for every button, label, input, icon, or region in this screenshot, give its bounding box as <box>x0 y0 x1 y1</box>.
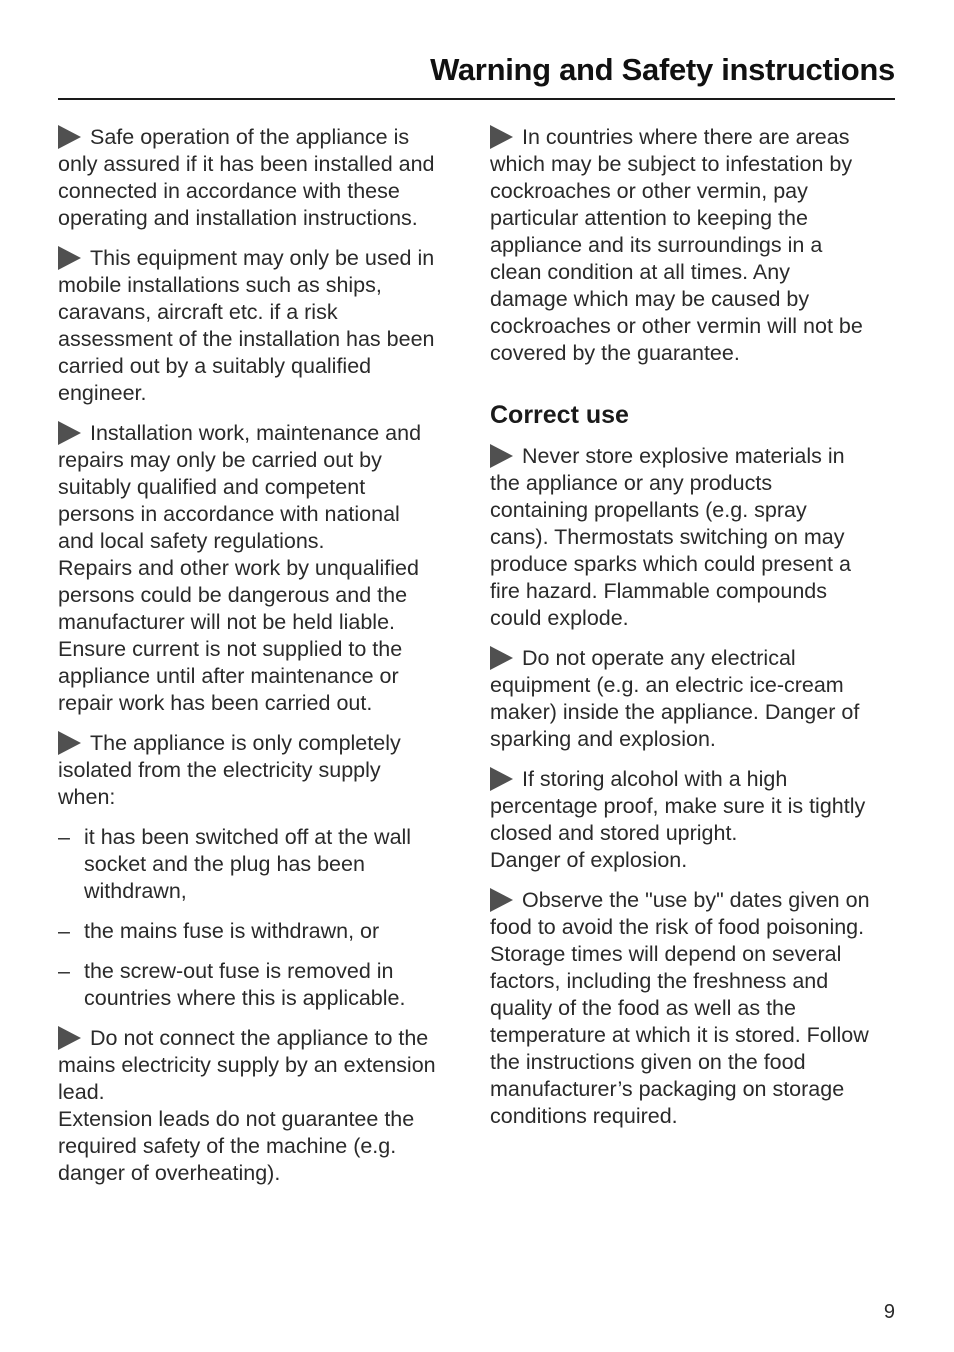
text-line-content: carried out by a suitably qualified <box>58 354 372 378</box>
text-line-content: socket and the plug has been <box>84 852 365 876</box>
text-line <box>490 672 900 699</box>
text-line-content: which may be subject to infestation by <box>490 152 853 176</box>
text-line <box>490 259 900 286</box>
text-line <box>58 1025 468 1052</box>
text-line <box>490 205 900 232</box>
right-triangle-arrow-icon <box>490 888 513 912</box>
text-line <box>490 645 900 672</box>
text-line-content: The appliance is only completely <box>90 731 401 755</box>
text-line-content: particular attention to keeping the <box>490 206 808 230</box>
text-line-content: danger of overheating). <box>58 1161 281 1185</box>
text-line <box>58 245 468 272</box>
text-line <box>58 730 468 757</box>
text-line-content: containing propellants (e.g. spray <box>490 498 807 522</box>
text-line <box>490 340 900 367</box>
text-line <box>58 1106 468 1133</box>
text-line <box>490 887 900 914</box>
text-line-content: manufacturer will not be held liable. <box>58 610 396 634</box>
right-triangle-arrow-icon <box>58 731 81 755</box>
text-line-content: cockroaches or other vermin will not be <box>490 314 863 338</box>
text-line-content: maker) inside the appliance. Danger of <box>490 700 860 724</box>
text-line-content: equipment (e.g. an electric ice-cream <box>490 673 844 697</box>
text-line <box>58 380 468 407</box>
text-line <box>490 443 900 470</box>
text-line-content: suitably qualified and competent <box>58 475 366 499</box>
text-line-content: appliance and its surroundings in a <box>490 233 823 257</box>
text-line <box>58 1079 468 1106</box>
text-line-content: Do not operate any electrical <box>522 646 796 670</box>
text-line-content: appliance until after maintenance or <box>58 664 399 688</box>
text-line <box>58 663 468 690</box>
text-line <box>490 497 900 524</box>
text-line <box>58 151 468 178</box>
text-line <box>58 124 468 151</box>
text-line <box>490 699 900 726</box>
text-line-content: fire hazard. Flammable compounds <box>490 579 827 603</box>
list-item-screw-out-fuse <box>58 958 468 1012</box>
text-line <box>490 1103 900 1130</box>
page-title: Warning and Safety instructions <box>430 52 895 87</box>
text-line <box>490 766 900 793</box>
text-line <box>490 524 900 551</box>
text-line <box>490 820 900 847</box>
text-line-content: could explode. <box>490 606 629 630</box>
list-item-mains-fuse <box>58 918 468 945</box>
paragraph-vermin <box>490 124 900 367</box>
section-heading-correct-use: Correct use <box>490 401 629 429</box>
text-line <box>84 918 468 945</box>
page-number: 9 <box>883 1301 895 1323</box>
text-line-content: mobile installations such as ships, <box>58 273 382 297</box>
text-line <box>58 272 468 299</box>
text-line <box>490 313 900 340</box>
text-line <box>490 1076 900 1103</box>
paragraph-electrical-equipment <box>490 645 900 753</box>
text-line-content: assessment of the installation has been <box>58 327 435 351</box>
text-line <box>58 474 468 501</box>
paragraph-mobile-installations <box>58 245 468 407</box>
text-line-content: lead. <box>58 1080 105 1104</box>
text-line-content: operating and installation instructions. <box>58 206 418 230</box>
text-line-content: cockroaches or other vermin, pay <box>490 179 808 203</box>
text-line-content: quality of the food as well as the <box>490 996 796 1020</box>
text-line <box>490 551 900 578</box>
text-line-content: If storing alcohol with a high <box>522 767 788 791</box>
right-triangle-arrow-icon <box>58 246 81 270</box>
text-line <box>490 847 900 874</box>
text-line-content: mains electricity supply by an extension <box>58 1053 436 1077</box>
text-line-content: Extension leads do not guarantee the <box>58 1107 415 1131</box>
text-line-content: closed and stored upright. <box>490 821 738 845</box>
right-triangle-arrow-icon <box>490 646 513 670</box>
text-line-content: the appliance or any products <box>490 471 773 495</box>
text-line-content: manufacturer’s packaging on storage <box>490 1077 845 1101</box>
text-line <box>490 941 900 968</box>
text-line <box>58 528 468 555</box>
text-line <box>490 968 900 995</box>
text-line-content: repair work has been carried out. <box>58 691 373 715</box>
text-line-content: Never store explosive materials in <box>522 444 845 468</box>
text-line <box>58 690 468 717</box>
text-line <box>58 178 468 205</box>
text-line <box>490 151 900 178</box>
text-line-content: persons in accordance with national <box>58 502 400 526</box>
right-triangle-arrow-icon <box>490 767 513 791</box>
text-line <box>490 578 900 605</box>
text-line-content: engineer. <box>58 381 147 405</box>
left-column <box>58 124 468 1200</box>
text-line <box>58 447 468 474</box>
text-line-content: Safe operation of the appliance is <box>90 125 410 149</box>
text-line-content: cans). Thermostats switching on may <box>490 525 845 549</box>
text-line-content: withdrawn, <box>84 879 187 903</box>
text-line <box>490 178 900 205</box>
dash-bullet: – <box>58 919 70 943</box>
text-line <box>84 985 468 1012</box>
text-line <box>58 501 468 528</box>
text-line-content: when: <box>58 785 116 809</box>
text-line-content: connected in accordance with these <box>58 179 400 203</box>
text-line <box>84 824 468 851</box>
text-line <box>490 726 900 753</box>
text-line <box>84 878 468 905</box>
text-line-content: and local safety regulations. <box>58 529 325 553</box>
text-line <box>58 205 468 232</box>
text-line <box>58 555 468 582</box>
text-line-content: the screw-out fuse is removed in <box>84 959 394 983</box>
text-line <box>58 609 468 636</box>
text-line <box>58 299 468 326</box>
right-triangle-arrow-icon <box>490 125 513 149</box>
text-line <box>84 958 468 985</box>
text-line <box>58 1052 468 1079</box>
paragraph-alcohol <box>490 766 900 874</box>
text-line <box>490 1022 900 1049</box>
text-line-content: This equipment may only be used in <box>90 246 435 270</box>
title-divider <box>58 98 895 100</box>
dash-bullet: – <box>58 825 70 849</box>
text-line-content: percentage proof, make sure it is tightly <box>490 794 866 818</box>
text-line <box>58 1160 468 1187</box>
text-line <box>58 784 468 811</box>
text-line <box>490 470 900 497</box>
text-line-content: In countries where there are areas <box>522 125 850 149</box>
text-line-content: damage which may be caused by <box>490 287 810 311</box>
text-line-content: food to avoid the risk of food poisoning. <box>490 915 865 939</box>
right-triangle-arrow-icon <box>490 444 513 468</box>
text-line <box>490 232 900 259</box>
text-line <box>490 995 900 1022</box>
text-line-content: only assured if it has been installed and <box>58 152 435 176</box>
paragraph-safe-operation <box>58 124 468 232</box>
text-line-content: required safety of the machine (e.g. <box>58 1134 397 1158</box>
text-line-content: countries where this is applicable. <box>84 986 406 1010</box>
text-line <box>58 420 468 447</box>
text-line <box>490 793 900 820</box>
text-line-content: conditions required. <box>490 1104 678 1128</box>
text-line-content: Repairs and other work by unqualified <box>58 556 419 580</box>
text-line-content: Observe the "use by" dates given on <box>522 888 870 912</box>
text-line-content: caravans, aircraft etc. if a risk <box>58 300 338 324</box>
text-line-content: produce sparks which could present a <box>490 552 851 576</box>
text-line-content: Danger of explosion. <box>490 848 688 872</box>
text-line-content: repairs may only be carried out by <box>58 448 382 472</box>
text-line-content: it has been switched off at the wall <box>84 825 412 849</box>
text-line <box>490 1049 900 1076</box>
text-line-content: Installation work, maintenance and <box>90 421 422 445</box>
text-line <box>490 124 900 151</box>
paragraph-installation-work <box>58 420 468 717</box>
text-line-content: Ensure current is not supplied to the <box>58 637 403 661</box>
text-line-content: the instructions given on the food <box>490 1050 806 1074</box>
list-item-wall-socket <box>58 824 468 905</box>
text-line <box>58 353 468 380</box>
paragraph-isolation <box>58 730 468 811</box>
text-line <box>58 326 468 353</box>
right-triangle-arrow-icon <box>58 1026 81 1050</box>
right-triangle-arrow-icon <box>58 125 81 149</box>
text-line <box>490 605 900 632</box>
text-line <box>84 851 468 878</box>
text-line-content: Storage times will depend on several <box>490 942 842 966</box>
paragraph-explosive-materials <box>490 443 900 632</box>
right-triangle-arrow-icon <box>58 421 81 445</box>
dash-bullet: – <box>58 959 70 983</box>
text-line-content: persons could be dangerous and the <box>58 583 408 607</box>
paragraph-use-by-dates <box>490 887 900 1130</box>
text-line-content: Do not connect the appliance to the <box>90 1026 429 1050</box>
text-line-content: sparking and explosion. <box>490 727 716 751</box>
text-line <box>58 757 468 784</box>
text-line <box>490 914 900 941</box>
text-line-content: covered by the guarantee. <box>490 341 740 365</box>
text-line-content: factors, including the freshness and <box>490 969 829 993</box>
text-line <box>58 636 468 663</box>
text-line-content: clean condition at all times. Any <box>490 260 790 284</box>
text-line-content: temperature at which it is stored. Follow <box>490 1023 869 1047</box>
text-line <box>58 1133 468 1160</box>
text-line <box>490 286 900 313</box>
text-line <box>58 582 468 609</box>
text-line-content: isolated from the electricity supply <box>58 758 381 782</box>
paragraph-extension-lead <box>58 1025 468 1187</box>
text-line-content: the mains fuse is withdrawn, or <box>84 919 380 943</box>
right-column <box>490 124 900 1143</box>
